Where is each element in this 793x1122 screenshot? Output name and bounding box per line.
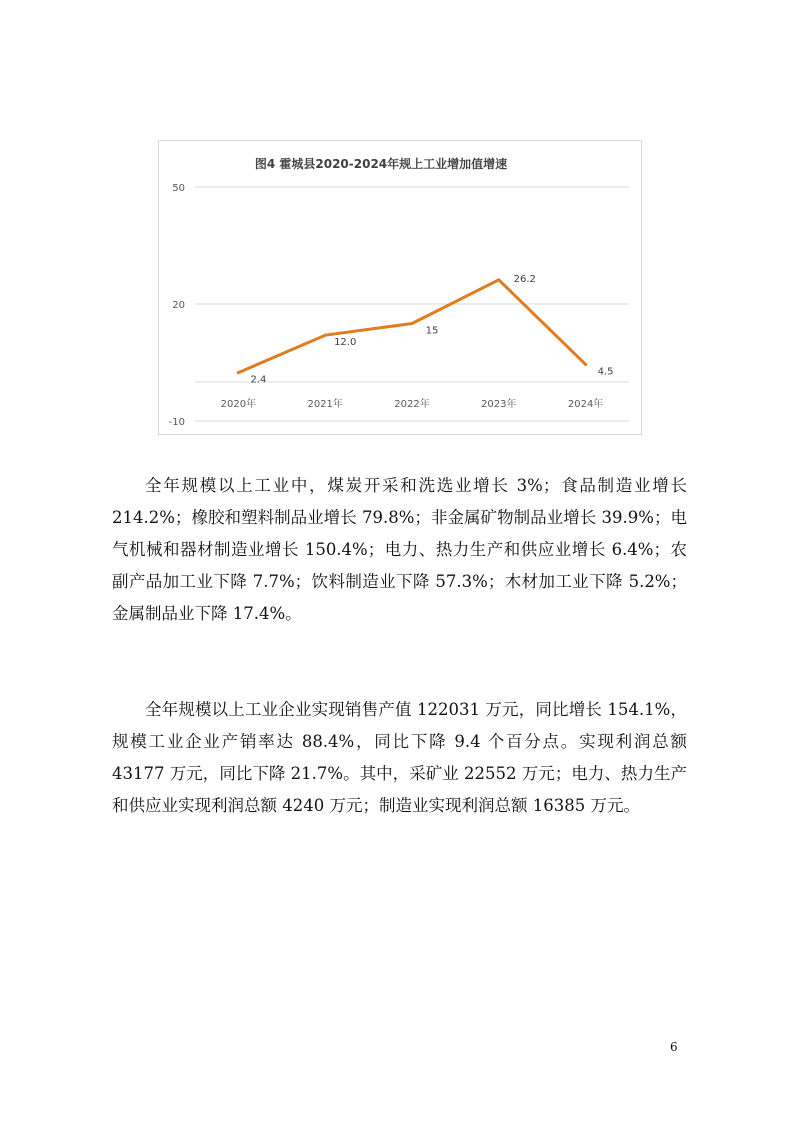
data-label: 4.5 xyxy=(597,366,614,378)
y-tick-label: 20 xyxy=(172,300,185,311)
x-tick-label: 2020年 xyxy=(220,399,257,410)
data-point xyxy=(411,322,414,325)
paragraph-text: 全年规模以上工业中，煤炭开采和洗选业增长 3%；食品制造业增长 214.2%；橡胶和塑料制品业增长 79.8%；非金属矿物制品业增长 39.9%；电气机械和器材制造业增长 150.4%；电力、热力生产和供应业增长 6.4%；农副产品加工业下降 7.7%；饮料制造业下降 57.3%；木材加工业下降 5.2%；金属制品业下降 17.4%。 xyxy=(112,476,687,623)
x-tick-label: 2022年 xyxy=(394,399,430,410)
x-tick-label: 2024年 xyxy=(567,399,604,410)
paragraph-sales-profit xyxy=(112,694,687,822)
chart-container xyxy=(158,140,642,435)
page-number: 6 xyxy=(670,1040,678,1054)
x-tick-label: 2023年 xyxy=(481,399,517,410)
data-point xyxy=(497,278,500,281)
line-chart xyxy=(159,141,643,436)
data-point xyxy=(584,363,587,366)
paragraph-industry-growth xyxy=(112,470,687,630)
data-point xyxy=(237,371,240,374)
data-label: 15 xyxy=(425,325,439,337)
data-label: 26.2 xyxy=(513,273,536,285)
data-label: 2.4 xyxy=(250,374,267,386)
x-tick-label: 2021年 xyxy=(307,399,343,410)
series-line xyxy=(238,280,585,373)
paragraph-text: 全年规模以上工业企业实现销售产值 122031 万元，同比增长 154.1%，规模工业企业产销率达 88.4%，同比下降 9.4 个百分点。实现利润总额 43177 万元，同比下降 21.7%。其中，采矿业 22552 万元；电力、热力生产和供应业实现利润总额 4240 万元；制造业实现利润总额 16385 万元。 xyxy=(112,700,687,815)
y-tick-label: 50 xyxy=(172,183,185,194)
y-tick-label: -10 xyxy=(168,417,185,428)
chart-title: 图4 霍城县2020-2024年规上工业增加值增速 xyxy=(254,157,508,171)
data-label: 12.0 xyxy=(334,337,357,349)
data-point xyxy=(324,334,327,337)
